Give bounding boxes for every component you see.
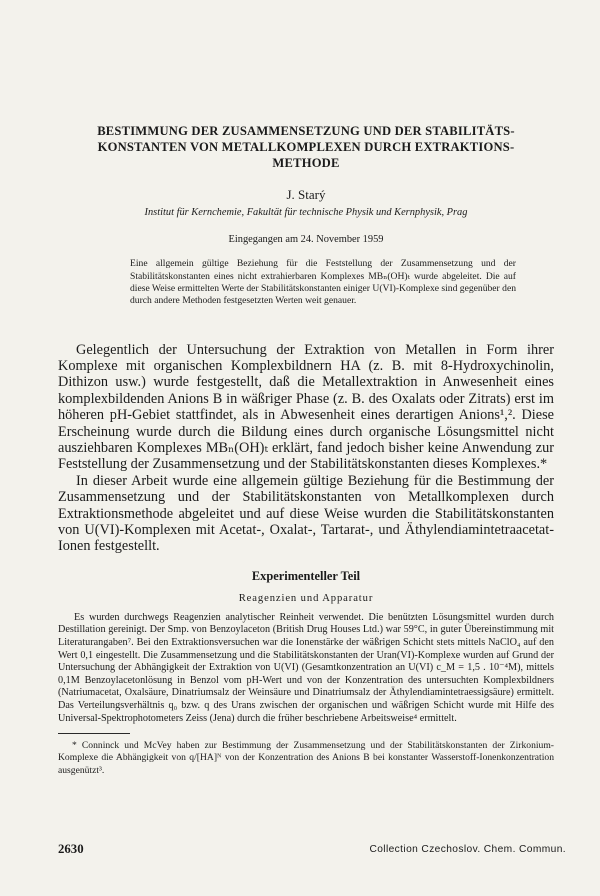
intro-paragraph-1: Gelegentlich der Untersuchung der Extraktion von Metallen in Form ihrer Komplexe mit organischen Komplexbildnern HA (z. B. mit 8-Hydroxychinolin, Dithizon usw.) wurde festgestellt, daß die Metallextraktion in Anwesenheit eines komplexbildenden Anions B in wäßriger Phase (z. B. des Oxalats oder Zitrats) erst im höheren pH-Gebiet stattfindet, als in Abwesenheit eines derartigen Anions¹,². Diese Erscheinung wurde durch die Bildung eines durch organische Lösungsmittel nicht ausziehbaren Komplexes MBₙ(OH)ₜ erklärt, fand jedoch bisher keine Anwendung zur Feststellung der Zusammensetzung und der Stabilitätskonstanten dieses Komplexes.* bbox=[58, 341, 554, 473]
intro-paragraph-2: In dieser Arbeit wurde eine allgemein gültige Beziehung für die Bestimmung der Zusammensetzung und der Stabilitätskonstanten von Metallkomplexen durch Extraktionsmethode abgeleitet und auf diese Weise wurden die Stabilitätskonstanten von U(VI)-Komplexen mit Acetat-, Oxalat-, Tartarat-, und Äthylendiamintetraacetat-Ionen festgestellt. bbox=[58, 472, 554, 555]
author-affiliation: Institut für Kernchemie, Fakultät für technische Physik und Kernphysik, Prag bbox=[144, 207, 468, 219]
introduction bbox=[58, 342, 554, 555]
experimental-paragraph: Es wurden durchwegs Reagenzien analytischer Reinheit verwendet. Die benützten Lösungsmittel wurden durch Destillation gereinigt. Der Smp. von Benzoylaceton (British Drug Houses Ltd.) war 59°C, in guter Übereinstimmung mit Literaturangaben⁷. Bei den Extraktionsversuchen war die Ionenstärke der wäßrigen Schicht stets mittels NaClO₄ auf den Wert 0,1 eingestellt. Die Zusammensetzung und die Stabilitätskonstanten der Uran(VI)-Komplexe wurden auf Grund der Untersuchung der Abhängigkeit der Extraktion von U(VI) (Gesamtkonzentration an U(VI) c_M = 1,5 . 10⁻⁴M), mittels 0,1M Benzoylacetonlösung in Benzol vom pH-Wert und von der Konzentration des untersuchten Komplexbildners (Natriumacetat, Oxalsäure, Dinatriumsalz der Weinsäure und Dinatriumsalz der Äthylendiamintetraessigsäure) ermittelt. Das Verteilungsverhältnis q₀ bzw. q des Urans zwischen der organischen und wäßrigen Schicht wurde mit Hilfe des Universal-Spektrophotometers Zeiss (Jena) durch die früher beschriebene Arbeitsweise⁴ ermittelt. bbox=[58, 611, 554, 724]
paper-title-line-1: BESTIMMUNG DER ZUSAMMENSETZUNG UND DER STABILITÄTS- bbox=[97, 124, 515, 138]
received-date: Eingegangen am 24. November 1959 bbox=[228, 234, 384, 246]
abstract: Eine allgemein gültige Beziehung für die Feststellung der Zusammensetzung und der Stabilitätskonstanten eines nicht extrahierbaren Komplexes MBₙ(OH)ₜ wurde abgeleitet. Die auf diese Weise ermittelten Werte der Stabilitätskonstanten einiger U(VI)-Komplexe sind gegenüber den durch andere Methoden festgesetzten Werten weit genauer. bbox=[130, 258, 516, 307]
section-title-experimental: Experimenteller Teil bbox=[251, 568, 361, 583]
footnote: * Conninck und McVey haben zur Bestimmung der Zusammensetzung und der Stabilitätskonstanten der Zirkonium-Komplexe die Abhängigkeit von q/[HA]ᴺ von der Konzentration des Anions B bei konstanter Wasserstoff-Ionenkonzentration ausgenützt³. bbox=[58, 740, 554, 776]
paper-title-line-3: METHODE bbox=[272, 155, 340, 170]
paper-title bbox=[58, 124, 554, 171]
author-name: J. Starý bbox=[286, 187, 326, 203]
paper-title-line-2: KONSTANTEN VON METALLKOMPLEXEN DURCH EXTRAKTIONS- bbox=[97, 139, 515, 154]
journal-name: Collection Czechoslov. Chem. Commun. bbox=[369, 844, 566, 855]
footnote-divider bbox=[58, 733, 130, 734]
subsection-title-reagents: Reagenzien und Apparatur bbox=[238, 592, 374, 604]
page-number: 2630 bbox=[58, 842, 84, 856]
